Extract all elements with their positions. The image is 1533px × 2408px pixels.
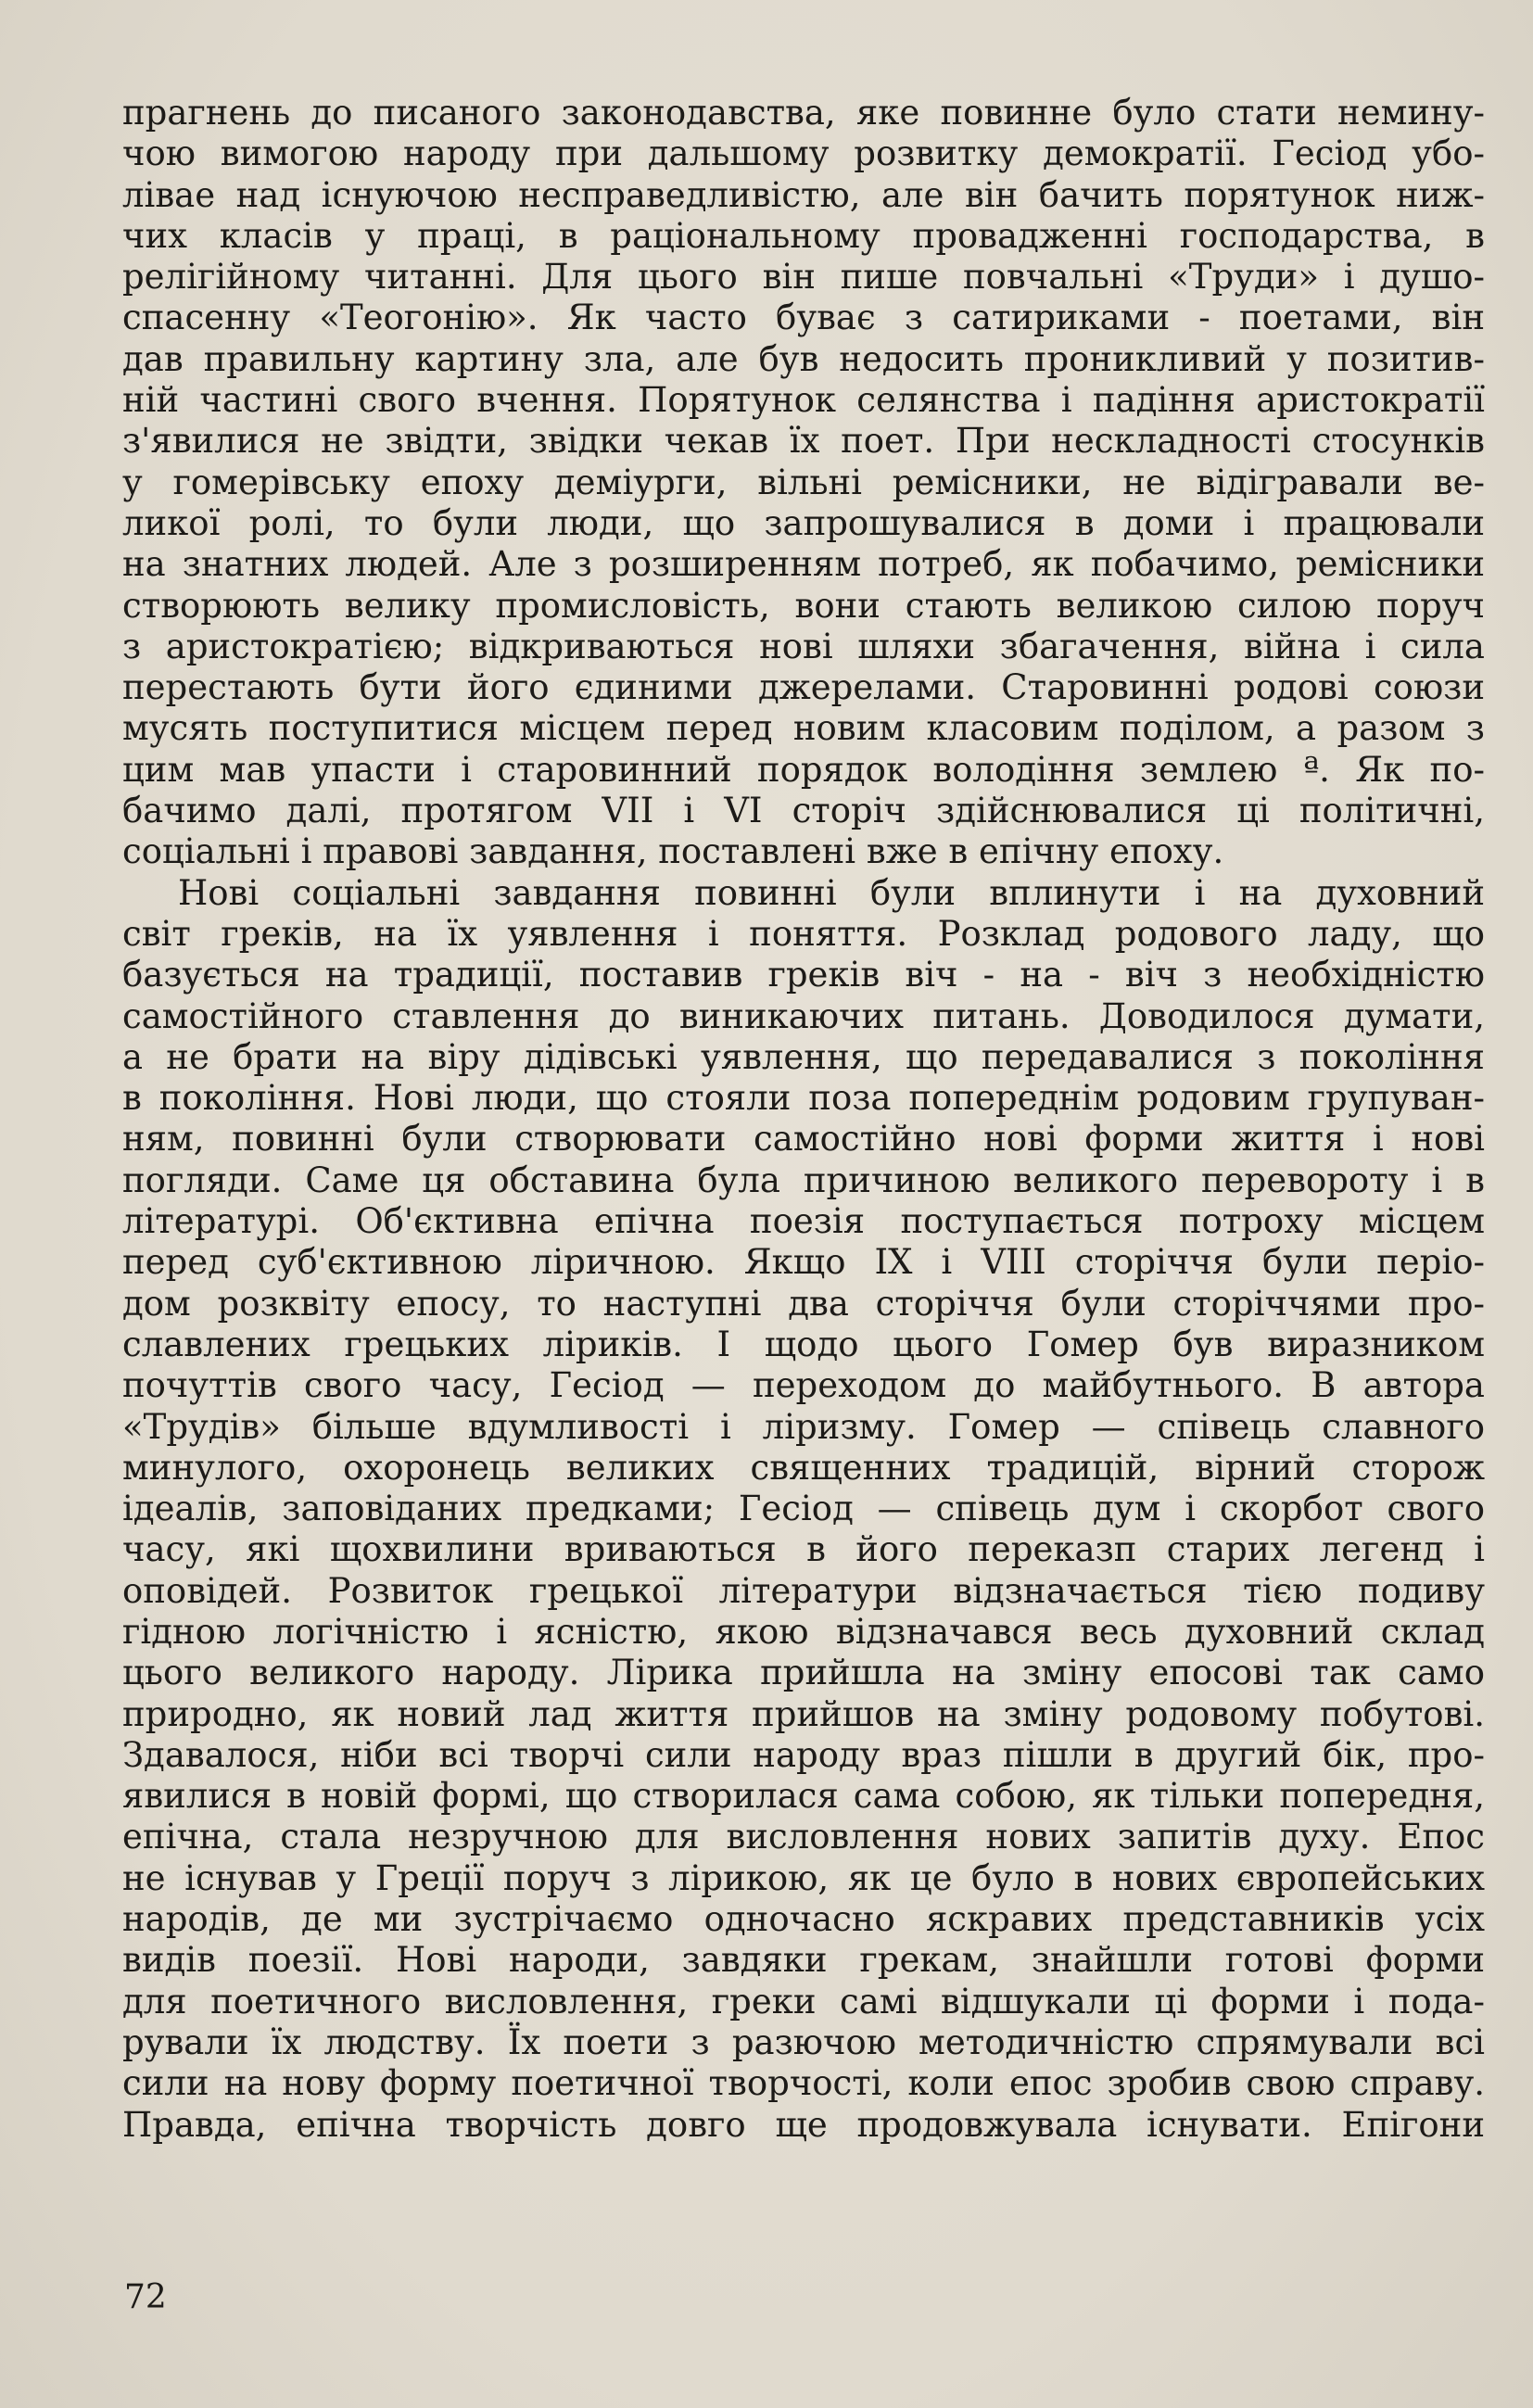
text-line: чих класів у праці, в раціональному провадженні господарства, в [122, 215, 1485, 256]
text-line: перестають бути його єдиними джерелами. Старовинні родові союзи [122, 667, 1485, 708]
text-line: народів, де ми зустрічаємо одночасно яскравих представників усіх [122, 1899, 1485, 1940]
text-line: базується на традиції, поставив греків віч - на - віч з необхідністю [122, 955, 1485, 995]
text-line: релігійному читанні. Для цього він пише повчальні «Труди» і душо- [122, 257, 1485, 298]
text-line: спасенну «Теогонію». Як часто буває з сатириками - поетами, він [122, 298, 1485, 338]
text-line: бачимо далі, протягом VII і VI сторіч здійснювалися ці політичні, [122, 791, 1485, 831]
text-line: а не брати на віру дідівські уявлення, що передавалися з покоління [122, 1036, 1485, 1077]
text-line: Правда, епічна творчість довго ще продовжувала існувати. Епігони [122, 2104, 1485, 2145]
text-line: почуттів свого часу, Гесіод — переходом до майбутнього. В автора [122, 1365, 1485, 1406]
text-line: чою вимогою народу при дальшому розвитку демократії. Гесіод убо- [122, 133, 1485, 174]
body-text [122, 93, 1485, 2146]
text-line: ням, повинні були створювати самостійно нові форми життя і нові [122, 1119, 1485, 1160]
text-line: видів поезії. Нові народи, завдяки грекам, знайшли готові форми [122, 1940, 1485, 1981]
paragraph-2 [122, 873, 1485, 2146]
text-line: природно, як новий лад життя прийшов на зміну родовому побутові. [122, 1693, 1485, 1734]
paragraph-1 [122, 93, 1485, 873]
text-line: ній частині свого вчення. Порятунок селянства і падіння аристократії [122, 380, 1485, 421]
text-line: погляди. Саме ця обставина була причиною великого перевороту і в [122, 1160, 1485, 1200]
text-line: явилися в новій формі, що створилася сама собою, як тільки попередня, [122, 1776, 1485, 1817]
text-line: лівае над існуючою несправедливістю, але він бачить порятунок ниж- [122, 174, 1485, 215]
text-line: дав правильну картину зла, але був недосить проникливий у позитив- [122, 338, 1485, 379]
text-line: самостійного ставлення до виникаючих питань. Доводилося думати, [122, 995, 1485, 1036]
text-line: прагнень до писаного законодавства, яке повинне було стати немину- [122, 93, 1485, 133]
text-line: сили на нову форму поетичної творчості, коли епос зробив свою справу. [122, 2063, 1485, 2104]
text-line: створюють велику промисловість, вони стають великою силою поруч [122, 585, 1485, 626]
text-line: Здавалося, ніби всі творчі сили народу враз пішли в другий бік, про- [122, 1734, 1485, 1775]
text-line: епічна, стала незручною для висловлення нових запитів духу. Епос [122, 1817, 1485, 1857]
text-line: рували їх людству. Їх поети з разючою методичністю спрямували всі [122, 2021, 1485, 2062]
text-line: з'явилися не звідти, звідки чекав їх поет. При нескладності стосунків [122, 421, 1485, 462]
text-line: у гомерівську епоху деміурги, вільні ремісники, не відігравали ве- [122, 462, 1485, 502]
text-line: гідною логічністю і ясністю, якою відзначався весь духовний склад [122, 1611, 1485, 1652]
text-line: мусять поступитися місцем перед новим класовим поділом, а разом з [122, 708, 1485, 749]
text-line: цього великого народу. Лірика прийшла на зміну епосові так само [122, 1653, 1485, 1693]
text-line: Нові соціальні завдання повинні були вплинути і на духовний [178, 872, 1485, 913]
text-line: славлених грецьких ліриків. І щодо цього Гомер був виразником [122, 1324, 1485, 1364]
text-line: дом розквіту епосу, то наступні два сторіччя були сторіччями про- [122, 1283, 1485, 1324]
text-line: «Трудів» більше вдумливості і ліризму. Гомер — співець славного [122, 1406, 1485, 1447]
text-line: для поетичного висловлення, греки самі відшукали ці форми і пода- [122, 1981, 1485, 2021]
text-line: з аристократією; відкриваються нові шляхи збагачення, війна і сила [122, 626, 1485, 666]
text-line: соціальні і правові завдання, поставлені вже в епічну епоху. [122, 831, 1224, 872]
text-line: минулого, охоронець великих священних традицій, вірний сторож [122, 1447, 1485, 1488]
text-line: перед суб'єктивною ліричною. Якщо IX і VIII сторіччя були періо- [122, 1242, 1485, 1283]
text-line: ликої ролі, то були люди, що запрошувалися в доми і працювали [122, 502, 1485, 543]
text-line: в покоління. Нові люди, що стояли поза попереднім родовим групуван- [122, 1078, 1485, 1119]
text-line: ідеалів, заповіданих предками; Гесіод — співець дум і скорбот свого [122, 1489, 1485, 1529]
text-line: не існував у Греції поруч з лірикою, як це було в нових європейських [122, 1857, 1485, 1898]
text-line: на знатних людей. Але з розширенням потреб, як побачимо, ремісники [122, 544, 1485, 585]
text-line: часу, які щохвилини вриваються в його переказп старих легенд і [122, 1529, 1485, 1570]
page-number: 72 [124, 2278, 167, 2316]
text-line: літературі. Об'єктивна епічна поезія поступається потроху місцем [122, 1201, 1485, 1242]
text-line: цим мав упасти і старовинний порядок володіння землею ª. Як по- [122, 749, 1485, 790]
text-line: оповідей. Розвиток грецької літератури відзначається тією подиву [122, 1570, 1485, 1611]
text-line: світ греків, на їх уявлення і поняття. Розклад родового ладу, що [122, 913, 1485, 954]
